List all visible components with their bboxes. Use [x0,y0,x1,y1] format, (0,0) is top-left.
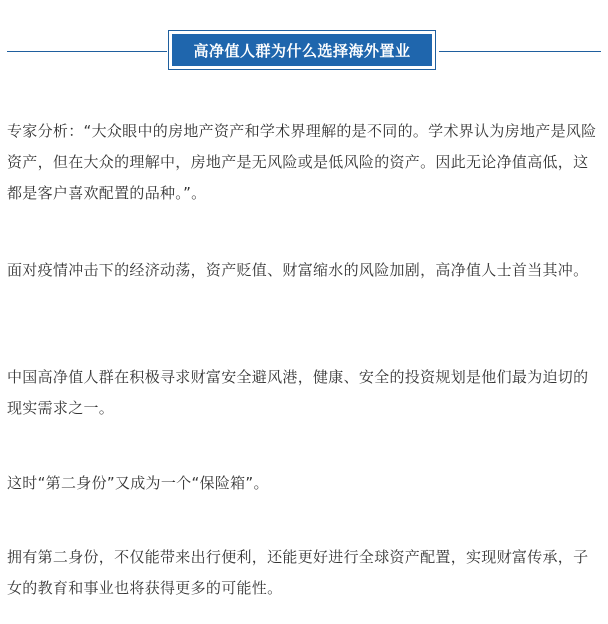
section-title-box [168,30,436,70]
paragraph-safe-haven: 中国高净值人群在积极寻求财富安全避风港，健康、安全的投资规划是他们最为迫切的现实需求之一。 [7,368,589,417]
section-title: 高净值人群为什么选择海外置业 [172,34,432,66]
header-rule-left [7,51,167,52]
paragraph-second-identity: 这时“第二身份”又成为一个“保险箱”。 [7,474,269,492]
paragraph-benefits: 拥有第二身份，不仅能带来出行便利，还能更好进行全球资产配置，实现财富传承，子女的教育和事业也将获得更多的可能性。 [7,548,589,597]
paragraph-expert-analysis: 专家分析：“大众眼中的房地产资产和学术界理解的是不同的。学术界认为房地产是风险资产，但在大众的理解中，房地产是无风险或是低风险的资产。因此无论净值高低，这都是客户喜欢配置的品种。”。 [7,122,597,202]
section-header [0,30,608,74]
header-rule-right [439,51,601,52]
paragraph-pandemic-risk: 面对疫情冲击下的经济动荡，资产贬值、财富缩水的风险加剧，高净值人士首当其冲。 [7,261,589,279]
